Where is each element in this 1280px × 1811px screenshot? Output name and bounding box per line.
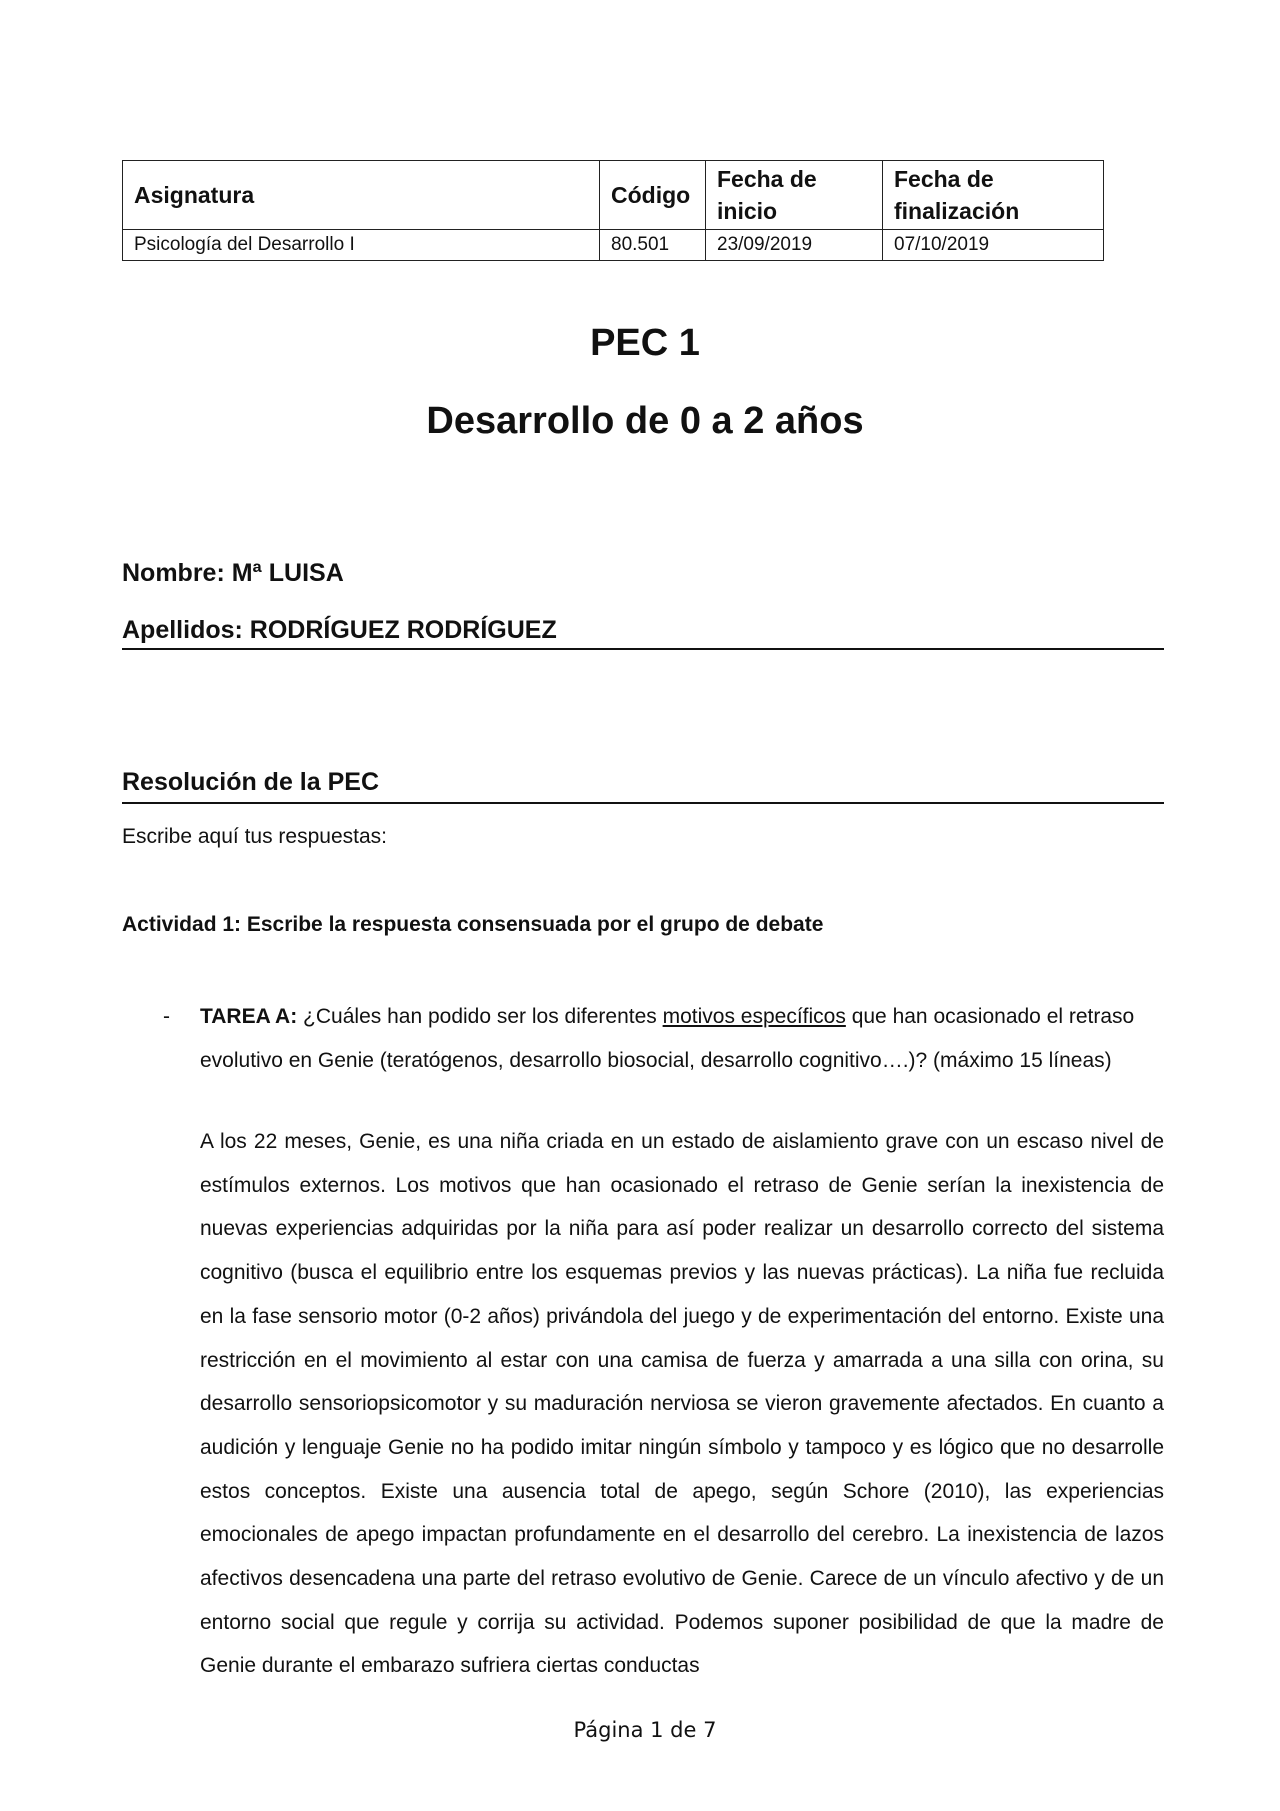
section-intro: Escribe aquí tus respuestas: bbox=[122, 825, 387, 848]
cell-fecha-finalizacion: 07/10/2019 bbox=[883, 230, 1104, 261]
student-name: Nombre: Mª LUISA bbox=[122, 559, 344, 587]
cell-asignatura: Psicología del Desarrollo I bbox=[123, 230, 600, 261]
table-row bbox=[123, 230, 1104, 261]
activity-heading: Actividad 1: Escribe la respuesta consensuada por el grupo de debate bbox=[122, 913, 824, 936]
list-dash: - bbox=[163, 1005, 170, 1028]
document-subtitle: Desarrollo de 0 a 2 años bbox=[426, 400, 864, 442]
table-header-row bbox=[123, 161, 1104, 230]
header-fecha-finalizacion: Fecha de finalización bbox=[883, 161, 1104, 230]
header-fecha-inicio: Fecha de inicio bbox=[706, 161, 883, 230]
task-label: TAREA A: bbox=[200, 1005, 298, 1028]
cell-fecha-inicio: 23/09/2019 bbox=[706, 230, 883, 261]
header-asignatura: Asignatura bbox=[123, 161, 600, 230]
cell-codigo: 80.501 bbox=[600, 230, 706, 261]
task-text-before: ¿Cuáles han podido ser los diferentes bbox=[297, 1005, 663, 1028]
answer-paragraph: A los 22 meses, Genie, es una niña criada en un estado de aislamiento grave con un escaso nivel de estímulos externos. Los motivos que han ocasionado el retraso de Genie serían la inexistencia de nuevas experiencias adquiridas por la niña para así poder realizar un desarrollo correcto del sistema cognitivo (busca el equilibrio entre los esquemas previos y las nuevas prácticas). La niña fue recluida en la fase sensorio motor (0-2 años) privándola del juego y de experimentación del entorno. Existe una restricción en el movimiento al estar con una camisa de fuerza y amarrada a una silla con orina, su desarrollo sensoriopsicomotor y su maduración nerviosa se vieron gravemente afectados. En cuanto a audición y lenguaje Genie no ha podido imitar ningún símbolo y tampoco y es lógico que no desarrolle estos conceptos. Existe una ausencia total de apego, según Schore (2010), las experiencias emocionales de apego impactan profundamente en el desarrollo del cerebro. La inexistencia de lazos afectivos desencadena una parte del retraso evolutivo de Genie. Carece de un vínculo afectivo y de un entorno social que regule y corrija su actividad. Podemos suponer posibilidad de que la madre de Genie durante el embarazo sufriera ciertas conductas bbox=[200, 1130, 1164, 1678]
section-heading: Resolución de la PEC bbox=[122, 766, 1164, 804]
document-title: PEC 1 bbox=[590, 322, 700, 364]
task-text-after: que han ocasionado el retraso evolutivo en Genie (teratógenos, desarrollo biosocial, desarrollo cognitivo….)? (máximo 15 líneas) bbox=[200, 1005, 1135, 1072]
task-a-question bbox=[163, 995, 1164, 1083]
student-surnames: Apellidos: RODRÍGUEZ RODRÍGUEZ bbox=[122, 614, 1164, 650]
header-codigo: Código bbox=[600, 161, 706, 230]
page-footer: Página 1 de 7 bbox=[573, 1718, 717, 1742]
task-underlined-text: motivos específicos bbox=[662, 1005, 846, 1028]
course-info-table bbox=[122, 160, 1104, 261]
